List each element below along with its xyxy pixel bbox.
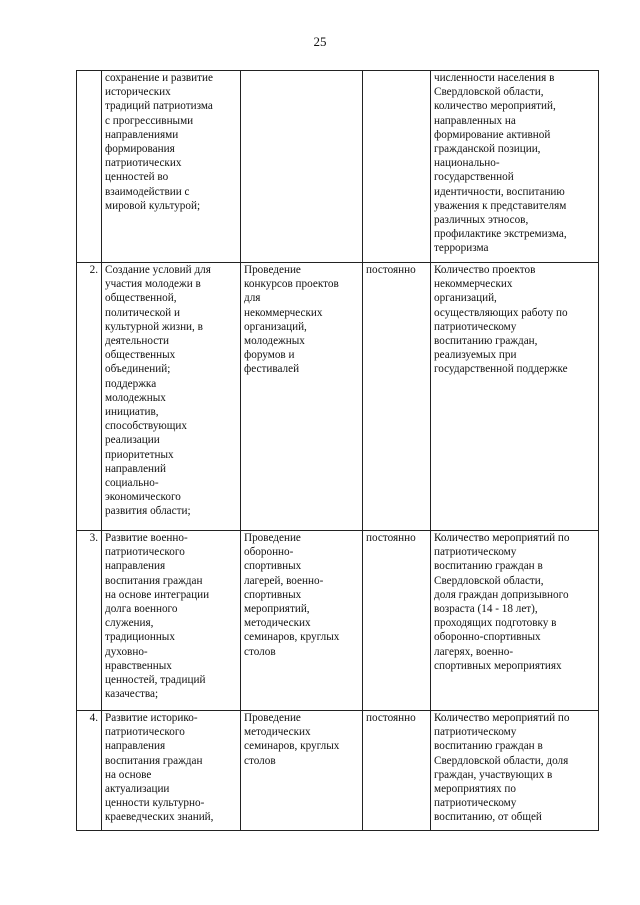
row-number: 2. [77, 263, 102, 531]
activity-cell [241, 71, 363, 263]
term-cell: постоянно [363, 711, 431, 831]
term-cell: постоянно [363, 263, 431, 531]
activity-cell: Проведение оборонно- спортивных лагерей, военно- спортивных мероприятий, методических семинаров, круглых столов [241, 531, 363, 711]
activity-cell: Проведение конкурсов проектов для некоммерческих организаций, молодежных форумов и фестивалей [241, 263, 363, 531]
table-row [77, 263, 599, 531]
page-number: 25 [313, 34, 327, 49]
row-number [77, 71, 102, 263]
program-table [76, 70, 599, 831]
table-row [77, 531, 599, 711]
term-cell: постоянно [363, 531, 431, 711]
table-row [77, 71, 599, 263]
row-number: 4. [77, 711, 102, 831]
task-cell: Создание условий для участия молодежи в общественной, политической и культурной жизни, в деятельности общественных объединений; поддержка молодежных инициатив, способствующих реализации приоритетных направлений социально- экономического развития области; [102, 263, 241, 531]
indicator-cell: Количество проектов некоммерческих организаций, осуществляющих работу по патриотическому воспитанию граждан, реализуемых при государственной поддержке [431, 263, 599, 531]
task-cell: Развитие военно- патриотического направления воспитания граждан на основе интеграции долга военного служения, традиционных духовно- нравственных ценностей, традиций казачества; [102, 531, 241, 711]
task-cell: сохранение и развитие исторических традиций патриотизма с прогрессивными направлениями формирования патриотических ценностей во взаимодействии с мировой культурой; [102, 71, 241, 263]
row-number: 3. [77, 531, 102, 711]
task-cell: Развитие историко- патриотического направления воспитания граждан на основе актуализации ценности культурно- краеведческих знаний, [102, 711, 241, 831]
indicator-cell: численности населения в Свердловской области, количество мероприятий, направленных на формирование активной гражданской позиции, национально- государственной идентичности, воспитанию уважения к представителям различных этносов, профилактике экстремизма, терроризма [431, 71, 599, 263]
table-row [77, 711, 599, 831]
term-cell [363, 71, 431, 263]
indicator-cell: Количество мероприятий по патриотическому воспитанию граждан в Свердловской области, доля граждан допризывного возраста (14 - 18 лет), проходящих подготовку в оборонно-спортивных лагерях, военно- спортивных мероприятиях [431, 531, 599, 711]
indicator-cell: Количество мероприятий по патриотическому воспитанию граждан в Свердловской области, доля граждан, участвующих в мероприятиях по патриотическому воспитанию, от общей [431, 711, 599, 831]
activity-cell: Проведение методических семинаров, круглых столов [241, 711, 363, 831]
